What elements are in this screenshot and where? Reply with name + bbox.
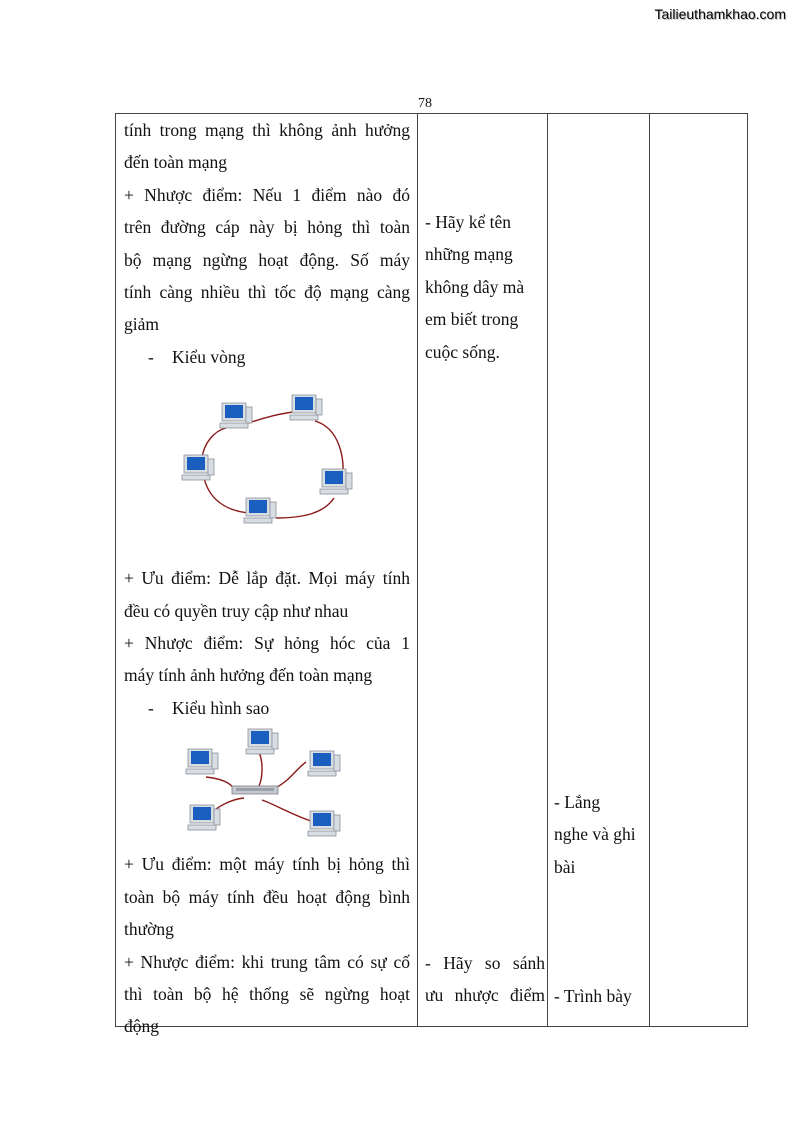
column-divider <box>417 114 418 1026</box>
text-line: tính trong mạng thì không ảnh hưởng <box>124 120 410 140</box>
hub-icon <box>232 786 278 794</box>
ring-topology-label: Kiểu vòng <box>172 346 246 367</box>
text-line: thì toàn bộ hệ thống sẽ ngừng hoạt <box>124 983 410 1004</box>
lesson-table <box>115 113 748 1037</box>
text-line: + Nhược điểm: Nếu 1 điểm nào đó <box>124 184 410 205</box>
computer-icon <box>290 395 322 420</box>
text-line: trên đường cáp này bị hỏng thì toàn <box>124 217 410 238</box>
ring-topology-heading <box>124 341 410 373</box>
computer-icon <box>188 805 220 830</box>
computer-icon <box>244 498 276 523</box>
text-line: tính càng nhiều thì tốc độ mạng càng <box>124 282 410 303</box>
text-line: + Ưu điểm: một máy tính bị hỏng thì <box>124 854 410 875</box>
computer-icon <box>308 811 340 836</box>
text-line: - Trình bày <box>554 986 632 1006</box>
text-line: giảm <box>124 314 159 335</box>
text-line: em biết trong <box>425 309 519 330</box>
text-line: nghe và ghi <box>554 824 636 845</box>
text-line: bộ mạng ngừng hoạt động. Số máy <box>124 249 410 270</box>
text-line: + Nhược điểm: khi trung tâm có sự cố <box>124 951 410 972</box>
text-line: đều có quyền truy cập như nhau <box>124 600 349 621</box>
text-line: toàn bộ máy tính đều hoạt động bình <box>124 886 410 907</box>
star-topology-heading <box>124 692 410 724</box>
content-column <box>124 114 410 1043</box>
text-line: + Ưu điểm: Dễ lắp đặt. Mọi máy tính <box>124 568 410 589</box>
bullet-dash: - <box>148 697 154 718</box>
text-line: - Hãy kể tên <box>425 212 512 232</box>
student-activity-2 <box>554 980 646 1012</box>
text-line: những mạng <box>425 244 513 265</box>
page-number: 78 <box>418 96 432 111</box>
text-line: đến toàn mạng <box>124 152 228 173</box>
star-topology-label: Kiểu hình sao <box>172 697 270 718</box>
text-line: - Lắng <box>554 792 601 812</box>
text-line: máy tính ảnh hưởng đến toàn mạng <box>124 665 373 686</box>
teacher-question-2 <box>425 947 545 1012</box>
text-line: bài <box>554 856 576 877</box>
watermark: Tailieuthamkhao.com <box>654 6 786 22</box>
computer-icon <box>320 469 352 494</box>
text-line: thường <box>124 919 174 940</box>
computer-icon <box>246 729 278 754</box>
student-activity-1 <box>554 786 646 883</box>
star-topology-diagram <box>124 724 410 848</box>
text-line: động <box>124 1016 159 1037</box>
column-divider <box>547 114 548 1026</box>
computer-icon <box>182 455 214 480</box>
computer-icon <box>220 403 252 428</box>
text-line: - Hãy so sánh <box>425 953 545 973</box>
text-line: + Nhược điểm: Sự hỏng hóc của 1 <box>124 633 410 654</box>
ring-topology-diagram <box>124 373 410 562</box>
column-divider <box>649 114 650 1026</box>
teacher-question-1 <box>425 206 545 368</box>
text-line: ưu nhược điểm <box>425 985 545 1006</box>
text-line: cuộc sống. <box>425 341 500 362</box>
computer-icon <box>308 751 340 776</box>
text-line: không dây mà <box>425 276 525 297</box>
bullet-dash: - <box>148 346 154 367</box>
computer-icon <box>186 749 218 774</box>
